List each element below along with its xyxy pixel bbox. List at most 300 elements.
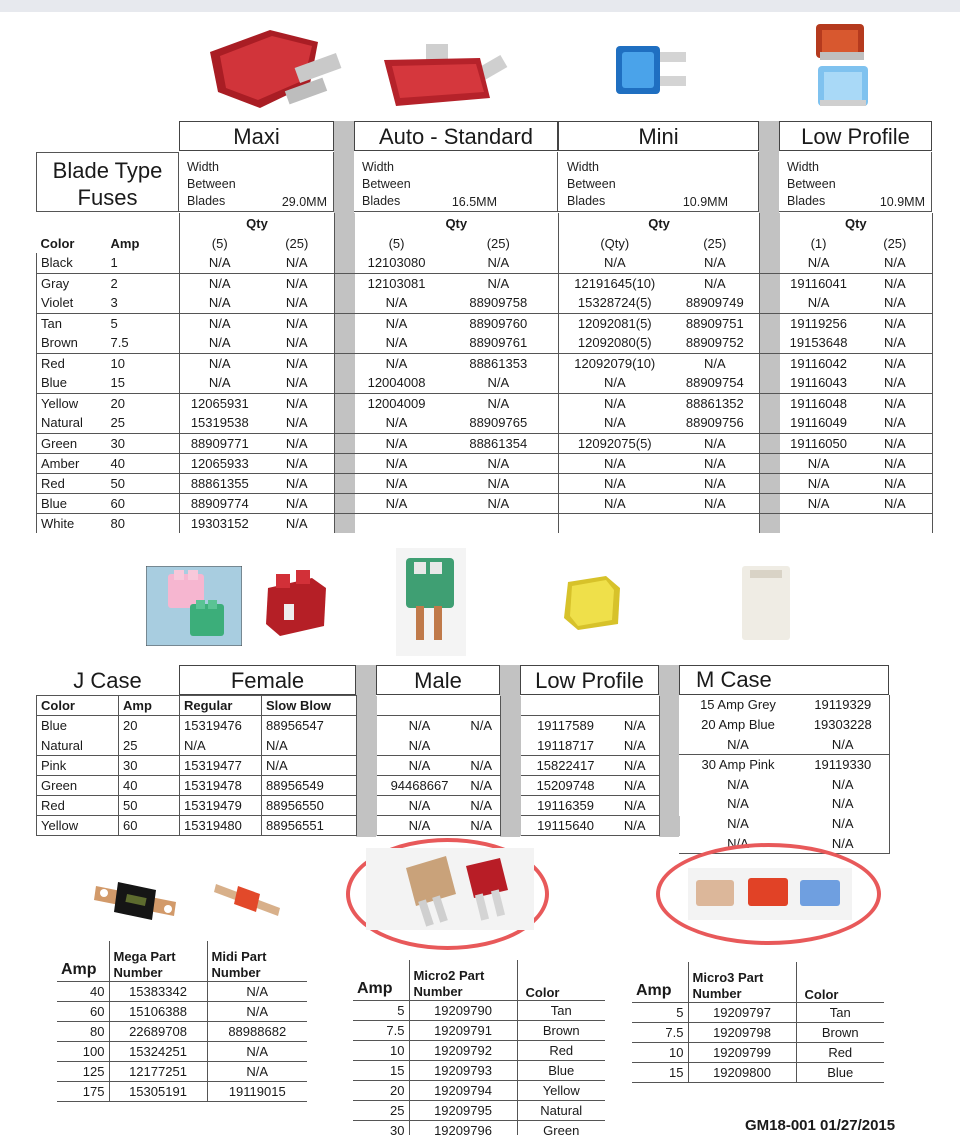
color-cell: Black [37,253,107,273]
low-profile-cell: N/A [611,736,660,756]
table-row [57,1041,307,1061]
male-cell: N/A [408,737,431,753]
maxi-25-cell: N/A [260,393,335,413]
female-header: Female [179,665,356,695]
mini-25-cell: 88909754 [671,373,760,393]
low-profile-25-cell: N/A [858,273,933,293]
low-profile-cell: 19115640 [521,816,611,836]
table-cell: 19209790 [409,1000,517,1020]
micro3-table [632,962,884,1083]
table-row [353,1080,605,1100]
table-row [353,1020,605,1040]
auto-5-cell: N/A [355,353,439,373]
mini-25-cell [671,513,760,533]
table-cell: 19209799 [688,1042,796,1062]
j-header-row: Color Amp Regular Slow Blow [37,696,680,716]
m-case-part-cell: N/A [797,794,889,814]
column-gap [335,293,355,313]
low-profile-1-cell: N/A [807,295,830,311]
column-gap [660,736,680,756]
m-case-fuse-image [738,562,794,644]
table-row [37,433,933,453]
low-profile-width-box: Width Between Blades 10.9MM [779,152,932,212]
blade-fuse-table [36,213,933,533]
j-case-pink-green-fuse-image [146,566,242,646]
male-cell: N/A [463,796,501,816]
low-profile-cell: 19116359 [521,796,611,816]
auto-25-cell: 88909765 [439,413,559,433]
amp-cell: 80 [107,513,180,533]
column-gap [760,453,780,473]
column-gap [760,433,780,453]
color-cell: White [37,513,107,533]
color-cell: Blue [37,373,107,393]
table-row [632,1062,884,1082]
male-cell: N/A [463,776,501,796]
low-profile-cell: 19118717 [537,737,594,753]
low-profile-1-cell: 19116049 [790,415,847,431]
table-cell: 19209798 [688,1022,796,1042]
low-profile-1-cell: N/A [780,493,858,513]
male-cell: 94468667 [377,776,463,796]
auto-5-cell [355,513,439,533]
column-gap [335,413,355,433]
column-gap [760,273,780,293]
table-row [37,796,680,816]
low-profile-1-cell: 19153648 [789,335,848,351]
amp-cell: 60 [119,816,180,836]
table-cell: 19209797 [688,1002,796,1022]
low-profile-25-cell: N/A [858,373,933,393]
table-cell: Red [517,1040,605,1060]
table-cell: 19209800 [688,1062,796,1082]
maxi-25-cell: N/A [260,353,335,373]
auto-5-cell: N/A [385,335,408,351]
column-gap [760,473,780,493]
amp-cell: 60 [107,493,180,513]
low-profile-25-cell: N/A [858,493,933,513]
mini-25-cell: N/A [671,473,760,493]
male-cell: N/A [463,716,501,736]
mega-midi-table [57,941,307,1102]
table-cell: Brown [517,1020,605,1040]
column-gap [335,253,355,273]
table-row [679,715,889,735]
auto-25-cell: 88909760 [439,313,559,333]
table-cell: 7.5 [632,1022,688,1042]
table-cell: Tan [517,1000,605,1020]
low-profile-fuse-image [808,12,880,112]
color-cell: Natural [37,413,107,433]
mini-qty-cell: 15328724(5) [577,295,652,311]
table-cell: N/A [207,981,307,1001]
table-cell: 15 [632,1062,688,1082]
slow-blow-cell: 88956547 [262,716,357,736]
color-cell: Violet [37,293,107,313]
table-cell: 15305191 [109,1081,207,1101]
amp-cell: 7.5 [110,335,129,351]
low-profile-cell: 19117589 [521,716,611,736]
amp-cell: 5 [107,313,180,333]
mini-qty-cell: 12092079(10) [559,353,671,373]
column-gap [760,493,780,513]
mini-qty-cell: N/A [559,393,671,413]
m-case-part-cell: N/A [797,834,889,854]
low-profile-j-fuse-image [560,570,626,636]
mini-25-cell: N/A [671,353,760,373]
table-cell: 19209793 [409,1060,517,1080]
mega-fuse-image [92,876,182,926]
column-gap [501,736,521,756]
auto-25-cell: 88909761 [439,333,559,353]
amp-cell: 20 [107,393,180,413]
table-row [353,1120,605,1135]
maxi-width-value: 29.0MM [281,195,327,209]
mini-25-cell: 88909756 [671,413,760,433]
male-header: Male [376,665,500,695]
table-cell: N/A [207,1061,307,1081]
mini-25-cell: N/A [671,493,760,513]
low-profile-1-cell: N/A [807,255,830,271]
male-cell: N/A [463,756,501,776]
m-case-label-cell: N/A [679,834,797,854]
maxi-5-cell: N/A [180,373,260,393]
column-gap [335,313,355,333]
mini-qty-cell [559,513,671,533]
maxi-25-cell: N/A [260,253,335,273]
slow-blow-cell: 88956550 [262,796,357,816]
table-cell: 22689708 [109,1021,207,1041]
m-case-label-cell: N/A [727,816,749,832]
table-cell: 15383342 [109,981,207,1001]
table-row [37,776,680,796]
amp-cell: 10 [107,353,180,373]
male-cell: N/A [463,816,501,836]
table-row [57,981,307,1001]
maxi-25-cell: N/A [260,493,335,513]
auto-width-value: 16.5MM [451,195,497,209]
table-row [57,1021,307,1041]
auto-5-cell: N/A [355,313,439,333]
mini-25-cell: 88909749 [671,293,760,313]
table-cell: 7.5 [353,1020,409,1040]
table-row [37,473,933,493]
mini-qty-cell: N/A [559,493,671,513]
column-gap [357,816,377,836]
auto-standard-fuse-image [378,40,518,112]
table-row [37,756,680,776]
column-gap [760,253,780,273]
low-profile-25-cell: N/A [858,473,933,493]
maxi-5-cell: 15319538 [180,413,260,433]
low-profile-1-cell: 19119256 [780,313,858,333]
table-row [37,373,933,393]
m-case-part-cell: N/A [797,774,889,794]
mini-25-cell: 88909751 [671,313,760,333]
m-case-part-cell: 19303228 [797,715,889,735]
maxi-5-cell: N/A [180,273,260,293]
table-cell: 15106388 [109,1001,207,1021]
auto-25-cell: N/A [439,273,559,293]
low-profile-cell: N/A [611,756,660,776]
low-profile-25-cell: N/A [858,413,933,433]
subheader-row: Color Amp (5) (25) (5) (25) (Qty) (25) (1) (25) [37,233,933,253]
mini-qty-cell: 12092081(5) [559,313,671,333]
low-profile-header: Low Profile [779,121,932,151]
maxi-header: Maxi [179,121,334,151]
mini-qty-cell: 12092075(5) [559,433,671,453]
low-profile-j-header: Low Profile [520,665,659,695]
low-profile-width-value: 10.9MM [879,195,925,209]
mini-qty-cell: N/A [603,375,626,391]
amp-cell: 2 [107,273,180,293]
auto-5-cell: N/A [355,453,439,473]
m-case-label-cell: 20 Amp Blue [701,717,775,733]
column-gap [660,716,680,736]
micro3-fuse-image [688,868,852,920]
table-row [57,1061,307,1081]
auto-5-cell: N/A [355,493,439,513]
amp-cell: 30 [119,756,180,776]
color-cell: Blue [37,493,107,513]
mini-qty-cell: 12092080(5) [577,335,652,351]
amp-cell: 20 [119,716,180,736]
column-gap [501,796,521,816]
table-row [37,413,933,433]
maxi-25-cell: N/A [260,433,335,453]
low-profile-1-cell: 19116048 [780,393,858,413]
blade-type-title: Blade Type Fuses [36,152,179,212]
micro3-header-row: Amp Micro3 Part Number Color [632,962,884,1002]
table-cell: 88988682 [207,1021,307,1041]
micro2-fuse-image [366,848,534,930]
maxi-5-cell: N/A [180,353,260,373]
micro2-table [353,960,605,1135]
table-cell: Tan [796,1002,884,1022]
table-row [353,1100,605,1120]
amp-cell: 3 [110,295,118,311]
slow-blow-cell: 88956551 [262,816,357,836]
table-cell: Yellow [517,1080,605,1100]
table-row [37,736,680,756]
column-gap [335,473,355,493]
column-gap [335,373,355,393]
maxi-width-box: Width Between Blades 29.0MM [179,152,334,212]
document-footer: GM18-001 01/27/2015 [745,1117,896,1134]
column-gap [660,776,680,796]
color-cell: Amber [37,453,107,473]
amp-cell: 40 [107,453,180,473]
mini-qty-cell: N/A [559,453,671,473]
low-profile-25-cell: N/A [858,393,933,413]
low-profile-1-cell: 19116041 [780,273,858,293]
m-case-label-cell: N/A [727,796,749,812]
table-row [37,816,680,836]
column-gap [660,756,680,776]
mini-width-value: 10.9MM [682,195,728,209]
midi-fuse-image [214,878,284,918]
column-gap [760,373,780,393]
maxi-25-cell: N/A [260,333,335,353]
top-toolbar-strip [0,0,960,12]
col-amp-header: Amp [110,235,140,251]
qty-row: Qty Qty Qty Qty [37,213,933,233]
low-profile-25-cell: N/A [858,453,933,473]
column-gap [357,716,377,736]
table-cell: 19209794 [409,1080,517,1100]
low-profile-1-cell: 19116043 [790,375,847,391]
table-cell: 19209792 [409,1040,517,1060]
maxi-5-cell: 88909774 [180,493,260,513]
mini-fuse-image [610,40,690,102]
low-profile-1-cell [780,513,858,533]
column-gap [760,293,780,313]
column-gap [501,716,521,736]
maxi-5-cell: 12065931 [180,393,260,413]
color-cell: Pink [37,756,119,776]
color-cell: Brown [37,333,107,353]
table-cell: Brown [796,1022,884,1042]
column-gap [335,273,355,293]
column-gap [357,756,377,776]
regular-cell: 15319479 [180,796,262,816]
auto-standard-header: Auto - Standard [354,121,558,151]
auto-5-cell: 12004008 [367,375,426,391]
col-color-header: Color [40,235,75,251]
table-row [353,1040,605,1060]
table-cell: 100 [57,1041,109,1061]
low-profile-25-cell: N/A [858,293,933,313]
column-gap [335,453,355,473]
auto-width-box: Width Between Blades 16.5MM [354,152,558,212]
table-cell: 15324251 [109,1041,207,1061]
male-cell [463,736,501,756]
m-case-part-cell: 19119329 [797,695,889,715]
low-profile-25-cell [858,513,933,533]
column-gap [760,333,780,353]
regular-cell: 15319476 [180,716,262,736]
column-gap [335,493,355,513]
table-cell: 19209796 [409,1120,517,1135]
amp-cell: 50 [119,796,180,816]
table-row [679,774,889,794]
table-row [353,1000,605,1020]
low-profile-25-cell: N/A [858,253,933,273]
table-row [632,1002,884,1022]
j-case-title: J Case [73,668,142,693]
low-profile-25-cell: N/A [858,353,933,373]
table-row [632,1022,884,1042]
column-gap [660,816,680,836]
table-row [679,794,889,814]
column-gap [760,413,780,433]
table-cell: Blue [517,1060,605,1080]
table-cell: 80 [57,1021,109,1041]
m-case-label-cell: N/A [727,776,749,792]
table-row [37,333,933,353]
male-fuse-image [396,548,466,656]
amp-cell: 25 [110,415,125,431]
table-row [37,313,933,333]
auto-5-cell: N/A [355,433,439,453]
maxi-5-cell: N/A [180,313,260,333]
low-profile-cell: N/A [611,796,660,816]
table-cell: 10 [353,1040,409,1060]
slow-blow-cell: N/A [262,736,357,756]
table-row [37,513,933,533]
mini-qty-cell: N/A [603,415,626,431]
table-row [37,253,933,273]
table-cell: 19209791 [409,1020,517,1040]
male-cell: N/A [377,796,463,816]
table-row [57,1001,307,1021]
color-cell: Green [37,433,107,453]
color-cell: Natural [37,736,119,756]
auto-25-cell: N/A [439,473,559,493]
column-gap [357,776,377,796]
m-case-label-cell: 15 Amp Grey [700,697,776,713]
amp-cell: 40 [119,776,180,796]
color-cell: Red [37,796,119,816]
mini-qty-cell: N/A [603,255,626,271]
auto-5-cell: N/A [355,473,439,493]
m-case-table [679,695,890,854]
male-cell: N/A [377,816,463,836]
male-cell: N/A [377,756,463,776]
maxi-25-cell: N/A [260,513,335,533]
color-cell: Red [37,473,107,493]
j-case-table [36,695,680,836]
maxi-25-cell: N/A [260,313,335,333]
low-profile-1-cell: N/A [780,453,858,473]
column-gap [335,393,355,413]
table-row [353,1060,605,1080]
color-cell: Blue [37,716,119,736]
column-gap [357,736,377,756]
table-row [679,735,889,755]
table-row [679,754,889,774]
table-cell: Green [517,1120,605,1135]
table-cell: 5 [353,1000,409,1020]
auto-25-cell: N/A [439,393,559,413]
table-cell: 19119015 [207,1081,307,1101]
maxi-5-cell: 19303152 [180,513,260,533]
mini-25-cell: N/A [671,433,760,453]
column-gap [760,513,780,533]
column-gap [660,796,680,816]
color-cell: Yellow [37,816,119,836]
maxi-25-cell: N/A [260,373,335,393]
mini-header: Mini [558,121,759,151]
micro2-header-row: Amp Micro2 Part Number Color [353,960,605,1000]
amp-cell: 50 [107,473,180,493]
table-row [37,493,933,513]
table-cell: 19209795 [409,1100,517,1120]
low-profile-1-cell: 19116042 [780,353,858,373]
table-cell: 60 [57,1001,109,1021]
low-profile-25-cell: N/A [858,333,933,353]
regular-cell: N/A [180,736,262,756]
column-gap [335,353,355,373]
column-gap [335,513,355,533]
table-cell: Red [796,1042,884,1062]
maxi-25-cell: N/A [260,413,335,433]
table-row [632,1042,884,1062]
regular-cell: 15319478 [180,776,262,796]
auto-25-cell: 88909758 [439,293,559,313]
mini-25-cell: N/A [671,253,760,273]
color-cell: Yellow [37,393,107,413]
